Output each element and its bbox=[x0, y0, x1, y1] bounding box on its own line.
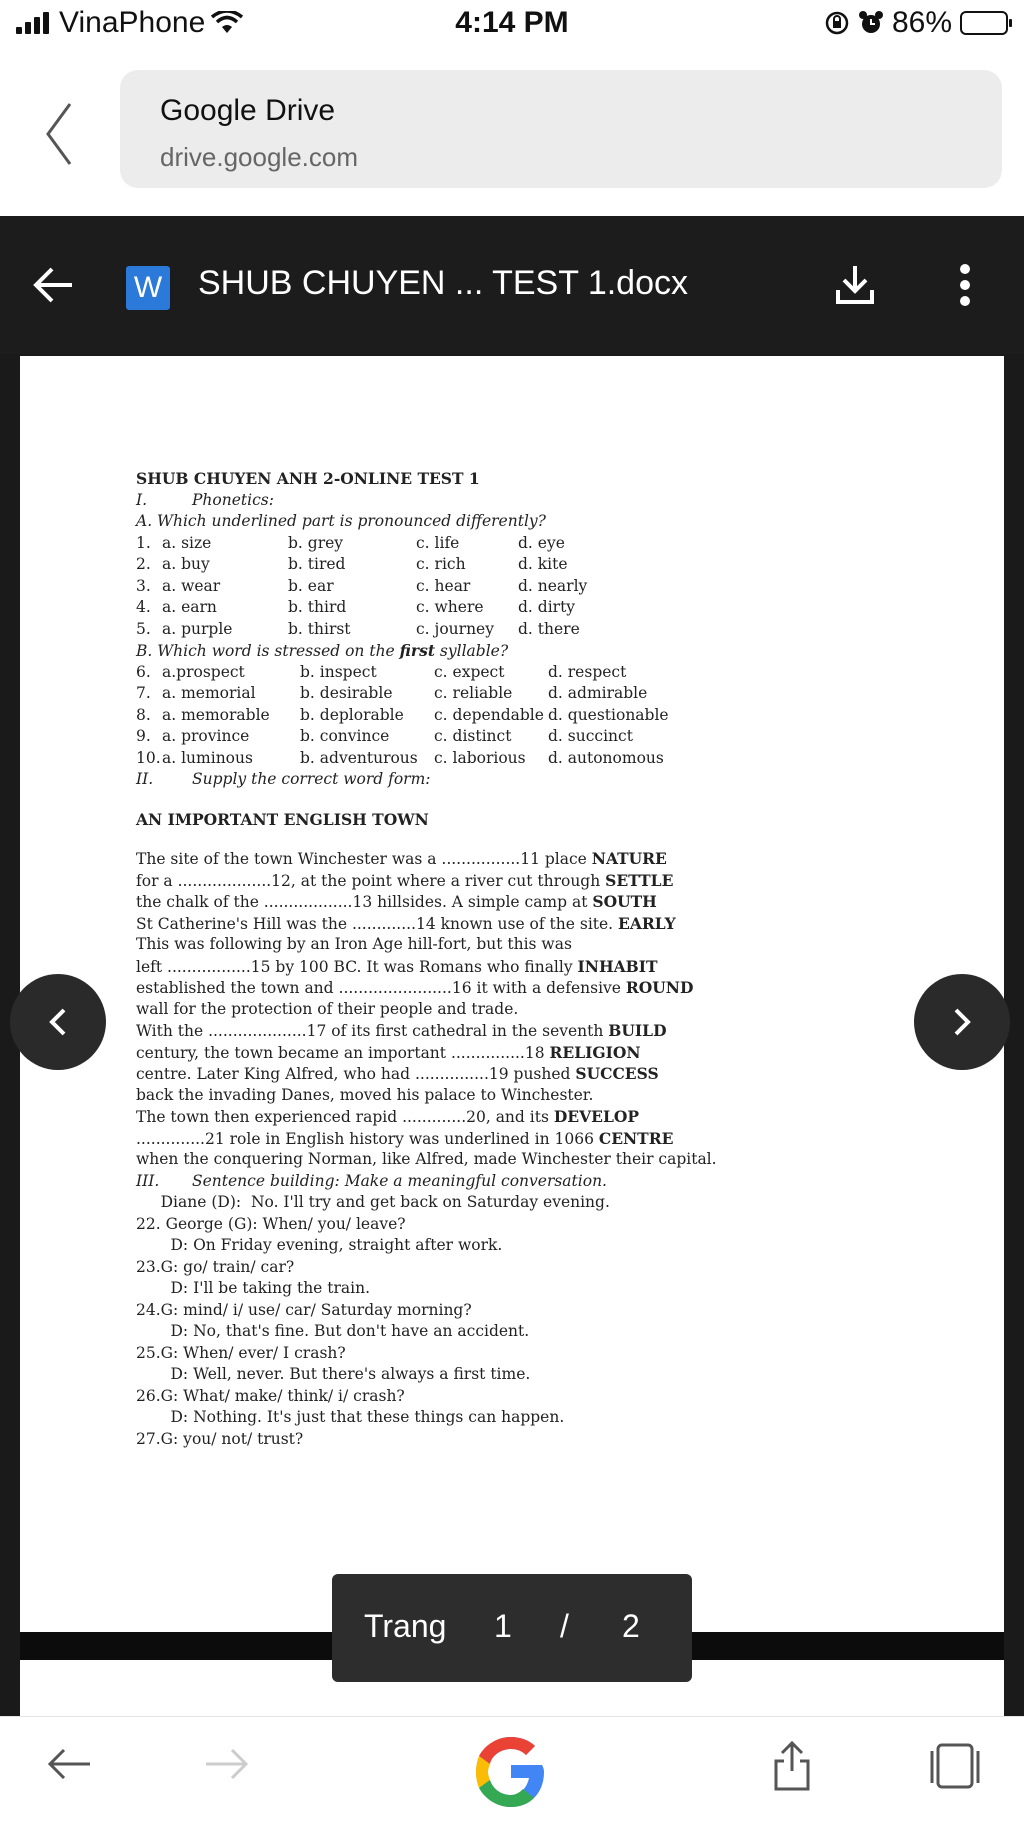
question-row-cell: c. where bbox=[416, 598, 484, 616]
question-row-cell: 4. bbox=[136, 598, 151, 616]
section-1-number: I. bbox=[136, 490, 148, 509]
passage-line bbox=[136, 848, 736, 870]
question-row-cell: b. desirable bbox=[300, 684, 393, 702]
passage-text: wall for the protection of their people and trade. bbox=[136, 999, 519, 1018]
dialogue-line: 25.G: When/ ever/ I crash? bbox=[136, 1343, 346, 1362]
question-row bbox=[136, 619, 736, 641]
page-indicator bbox=[332, 1574, 692, 1682]
passage bbox=[136, 848, 736, 1171]
passage-title: AN IMPORTANT ENGLISH TOWN bbox=[136, 809, 429, 829]
word-form-keyword: SOUTH bbox=[592, 892, 657, 911]
question-row bbox=[136, 662, 736, 684]
question-row-cell: 9. bbox=[136, 727, 151, 745]
tabs-icon[interactable] bbox=[928, 1739, 982, 1793]
part-b-pre: B. Which word is stressed on the bbox=[136, 642, 400, 660]
passage-line bbox=[136, 1128, 736, 1150]
passage-line bbox=[136, 999, 736, 1021]
question-row-cell: b. convince bbox=[300, 727, 390, 745]
dialogue-line: 22. George (G): When/ you/ leave? bbox=[136, 1214, 406, 1233]
passage-text: This was following by an Iron Age hill-fort, but this was bbox=[136, 935, 572, 953]
question-row-cell: b. grey bbox=[288, 533, 344, 552]
section-2-heading bbox=[136, 769, 736, 791]
part-b-post: syllable? bbox=[434, 642, 509, 660]
question-row-cell: c. hear bbox=[416, 576, 471, 595]
prev-page-button[interactable] bbox=[10, 974, 106, 1070]
question-row-cell: b. third bbox=[288, 598, 347, 616]
part-b-bold: first bbox=[399, 641, 435, 660]
question-row-cell: c. journey bbox=[416, 619, 494, 638]
question-row-cell: b. tired bbox=[288, 555, 346, 573]
question-row bbox=[136, 533, 736, 555]
passage-line bbox=[136, 934, 736, 956]
question-row-cell: b. ear bbox=[288, 576, 334, 595]
passage-text: established the town and .......................16 it with a defensive bbox=[136, 979, 626, 997]
passage-line bbox=[136, 1063, 736, 1085]
question-row-cell: a. province bbox=[162, 727, 250, 745]
dialogue-line: 26.G: What/ make/ think/ i/ crash? bbox=[136, 1386, 405, 1405]
question-row-cell: c. dependable bbox=[434, 705, 544, 724]
browser-back-chevron-icon[interactable] bbox=[38, 94, 78, 174]
passage-line bbox=[136, 1149, 736, 1171]
passage-text: century, the town became an important ...............18 bbox=[136, 1043, 550, 1062]
passage-text: The site of the town Winchester was a ................11 place bbox=[136, 850, 592, 868]
page-separator: / bbox=[560, 1608, 569, 1644]
question-row-cell: 10. bbox=[136, 748, 161, 767]
download-icon[interactable] bbox=[830, 260, 880, 310]
document-viewer bbox=[0, 216, 1024, 1716]
question-row-cell: d. there bbox=[518, 619, 580, 638]
question-row-cell: a. memorial bbox=[162, 684, 256, 702]
question-row-cell: 7. bbox=[136, 684, 151, 702]
question-row-cell: 1. bbox=[136, 533, 151, 552]
word-form-keyword: SUCCESS bbox=[575, 1064, 659, 1083]
passage-line bbox=[136, 913, 736, 935]
chevron-right-icon bbox=[944, 1004, 980, 1040]
passage-line bbox=[136, 1106, 736, 1128]
word-form-keyword: SETTLE bbox=[605, 870, 674, 890]
question-row-cell: a. earn bbox=[162, 598, 217, 616]
question-row-cell: d. autonomous bbox=[548, 748, 664, 767]
question-row bbox=[136, 683, 736, 705]
word-form-keyword: CENTRE bbox=[598, 1128, 674, 1148]
section-2-number: II. bbox=[136, 770, 154, 788]
dialogue-line: D: On Friday evening, straight after work. bbox=[136, 1236, 503, 1254]
document-body bbox=[136, 468, 736, 1450]
passage-text: left .................15 by 100 BC. It was Romans who finally bbox=[136, 957, 578, 976]
question-row-cell: d. dirty bbox=[518, 598, 576, 616]
forward-icon[interactable] bbox=[202, 1739, 252, 1789]
question-row-cell: a. memorable bbox=[162, 705, 270, 724]
section-2-label: Supply the correct word form: bbox=[192, 770, 431, 788]
question-row bbox=[136, 554, 736, 576]
status-bar bbox=[0, 0, 1024, 56]
question-row-cell: 2. bbox=[136, 555, 151, 573]
passage-line bbox=[136, 1042, 736, 1064]
part-a-heading: A. Which underlined part is pronounced differently? bbox=[136, 512, 546, 530]
question-row-cell: b. thirst bbox=[288, 619, 351, 638]
question-row-cell: d. succinct bbox=[548, 727, 633, 745]
dialogue-line: D: No, that's fine. But don't have an accident. bbox=[136, 1322, 530, 1340]
passage-line bbox=[136, 891, 736, 913]
question-row-cell: d. respect bbox=[548, 662, 627, 681]
page-total: 2 bbox=[622, 1608, 640, 1644]
question-row bbox=[136, 748, 736, 770]
section-1-heading bbox=[136, 490, 736, 512]
alarm-icon bbox=[858, 10, 884, 36]
dialogue-line: D: Well, never. But there's always a first time. bbox=[136, 1365, 531, 1383]
back-arrow-icon[interactable] bbox=[28, 260, 78, 310]
passage-line bbox=[136, 870, 736, 892]
question-row-cell: d. admirable bbox=[548, 684, 648, 702]
question-row-cell: a. luminous bbox=[162, 748, 253, 767]
passage-text: St Catherine's Hill was the .............14 known use of the site. bbox=[136, 914, 619, 933]
question-row-cell: d. nearly bbox=[518, 576, 588, 595]
question-row-cell: 5. bbox=[136, 619, 151, 638]
section-3-number: III. bbox=[136, 1171, 160, 1190]
dialogue-line: 23.G: go/ train/ car? bbox=[136, 1257, 295, 1276]
dialogue-line: D: Nothing. It's just that these things can happen. bbox=[136, 1408, 565, 1426]
question-row-cell: c. distinct bbox=[434, 727, 512, 745]
rotation-lock-icon bbox=[824, 10, 850, 36]
part-b-list bbox=[136, 662, 736, 770]
dialogue-line: D: I'll be taking the train. bbox=[136, 1279, 371, 1297]
question-row-cell: a. purple bbox=[162, 619, 233, 638]
back-icon[interactable] bbox=[44, 1739, 94, 1789]
dialogue bbox=[136, 1192, 736, 1450]
clock: 4:14 PM bbox=[455, 6, 569, 39]
browser-header bbox=[0, 56, 1024, 216]
question-row bbox=[136, 576, 736, 598]
passage-text: The town then experienced rapid .............20, and its bbox=[136, 1108, 554, 1126]
question-row-cell: 6. bbox=[136, 662, 151, 681]
question-row-cell: d. eye bbox=[518, 533, 565, 552]
passage-line bbox=[136, 956, 736, 978]
part-a-list bbox=[136, 533, 736, 641]
question-row-cell: 3. bbox=[136, 576, 151, 595]
question-row-cell: c. expect bbox=[434, 662, 505, 681]
page-current: 1 bbox=[494, 1608, 512, 1644]
question-row-cell: c. rich bbox=[416, 555, 466, 573]
passage-text: back the invading Danes, moved his palace to Winchester. bbox=[136, 1085, 594, 1104]
section-3-heading bbox=[136, 1171, 736, 1193]
question-row-cell: a. wear bbox=[162, 576, 221, 595]
battery-icon bbox=[960, 11, 1008, 35]
question-row bbox=[136, 726, 736, 748]
question-row-cell: a.prospect bbox=[162, 662, 245, 681]
passage-line bbox=[136, 1020, 736, 1042]
viewer-toolbar bbox=[0, 216, 1024, 354]
word-form-keyword: INHABIT bbox=[577, 956, 658, 976]
status-right bbox=[824, 6, 1008, 40]
passage-text: centre. Later King Alfred, who had ...............19 pushed bbox=[136, 1065, 576, 1083]
word-form-keyword: NATURE bbox=[591, 849, 667, 868]
passage-text: ..............21 role in English history was underlined in 1066 bbox=[136, 1129, 599, 1148]
passage-text: for a ...................12, at the point where a river cut through bbox=[136, 871, 606, 890]
question-row-cell: a. size bbox=[162, 533, 212, 552]
share-icon[interactable] bbox=[770, 1739, 814, 1793]
section-1-label: Phonetics: bbox=[192, 490, 274, 509]
site-title: Google Drive bbox=[160, 94, 336, 127]
word-form-keyword: ROUND bbox=[625, 978, 694, 997]
page-label: Trang bbox=[364, 1608, 447, 1644]
doc-title: SHUB CHUYEN ANH 2-ONLINE TEST 1 bbox=[136, 469, 480, 488]
browser-bottom-bar bbox=[0, 1716, 1024, 1821]
question-row-cell: b. adventurous bbox=[300, 748, 418, 767]
passage-line bbox=[136, 977, 736, 999]
passage-text: when the conquering Norman, like Alfred, made Winchester their capital. bbox=[136, 1150, 717, 1168]
next-page-button[interactable] bbox=[914, 974, 1010, 1070]
more-options-icon[interactable] bbox=[955, 264, 975, 310]
part-b-heading bbox=[136, 640, 736, 662]
google-icon[interactable] bbox=[470, 1731, 552, 1813]
word-form-keyword: EARLY bbox=[618, 913, 676, 933]
word-form-keyword: RELIGION bbox=[549, 1042, 641, 1062]
dialogue-line: Diane (D): No. I'll try and get back on Saturday evening. bbox=[136, 1193, 610, 1211]
question-row-cell: c. life bbox=[416, 533, 460, 552]
document-title: SHUB CHUYEN ... TEST 1.docx bbox=[198, 264, 688, 302]
question-row bbox=[136, 597, 736, 619]
word-doc-icon: W bbox=[126, 266, 170, 310]
passage-text: With the ....................17 of its first cathedral in the seventh bbox=[136, 1022, 609, 1040]
question-row-cell: d. questionable bbox=[548, 705, 669, 724]
question-row-cell: c. laborious bbox=[434, 748, 526, 767]
word-form-keyword: DEVELOP bbox=[553, 1107, 639, 1126]
battery-percent: 86% bbox=[891, 6, 952, 39]
section-3-label: Sentence building: Make a meaningful conversation. bbox=[192, 1171, 607, 1190]
carrier-name: VinaPhone bbox=[59, 6, 206, 39]
word-form-keyword: BUILD bbox=[608, 1021, 667, 1040]
passage-line bbox=[136, 1085, 736, 1107]
question-row-cell: b. deplorable bbox=[300, 705, 404, 724]
question-row bbox=[136, 705, 736, 727]
address-bar[interactable] bbox=[120, 70, 1002, 188]
question-row-cell: 8. bbox=[136, 705, 151, 724]
question-row-cell: a. buy bbox=[162, 555, 210, 573]
site-url: drive.google.com bbox=[160, 142, 358, 172]
dialogue-line: 27.G: you/ not/ trust? bbox=[136, 1429, 304, 1448]
passage-text: the chalk of the ..................13 hillsides. A simple camp at bbox=[136, 893, 593, 911]
dialogue-line: 24.G: mind/ i/ use/ car/ Saturday morning? bbox=[136, 1300, 472, 1319]
question-row-cell: b. inspect bbox=[300, 662, 377, 681]
question-row-cell: c. reliable bbox=[434, 684, 513, 702]
question-row-cell: d. kite bbox=[518, 555, 568, 573]
chevron-left-icon bbox=[40, 1004, 76, 1040]
